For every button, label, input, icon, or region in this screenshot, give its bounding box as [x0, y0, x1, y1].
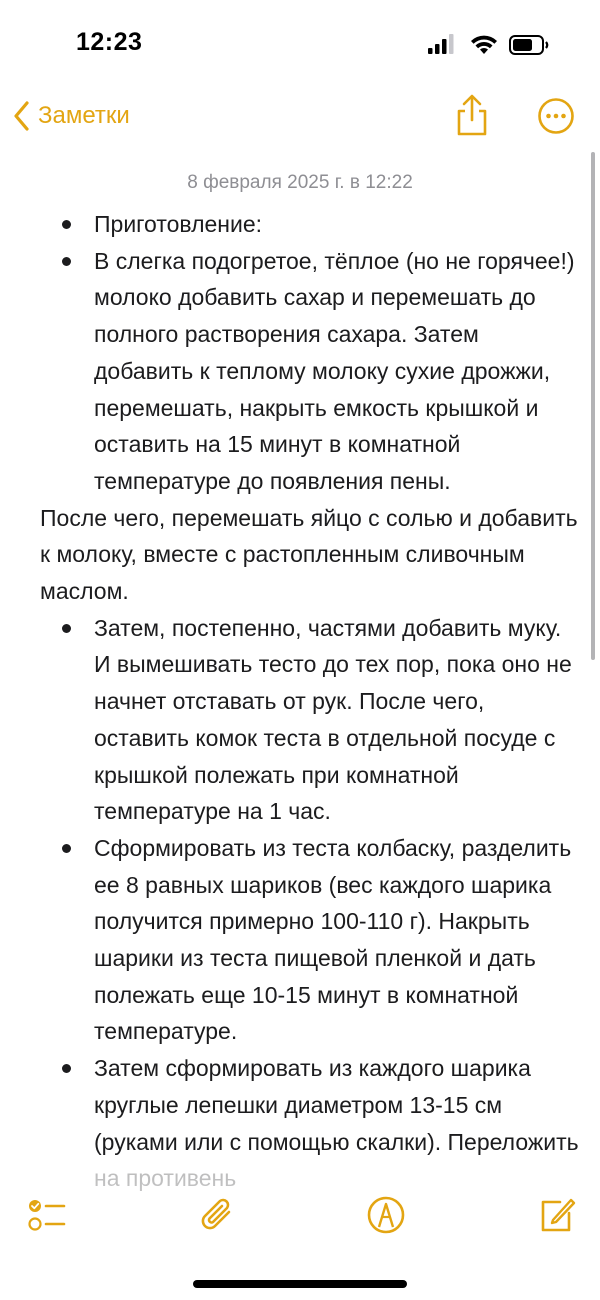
checklist-button[interactable]	[26, 1194, 68, 1236]
home-indicator[interactable]	[193, 1280, 407, 1288]
list-item: Приготовление:	[40, 206, 580, 243]
back-button[interactable]	[12, 98, 130, 134]
markup-icon	[365, 1194, 407, 1236]
share-button[interactable]	[452, 94, 492, 138]
navigation-bar	[0, 88, 600, 144]
compose-icon	[536, 1194, 578, 1236]
note-paragraph: После чего, перемешать яйцо с солью и добавить к молоку, вместе с растопленным сливочным маслом.	[40, 504, 578, 605]
status-time: 12:23	[76, 28, 143, 56]
list-item: Затем сформировать из каждого шарика круглые лепешки диаметром 13-15 см (руками или с помощью скалки). Переложить	[40, 1050, 580, 1197]
bottom-toolbar	[0, 1190, 600, 1240]
attachment-button[interactable]	[196, 1194, 238, 1236]
bullet-list	[40, 610, 580, 1197]
status-icons	[428, 32, 552, 60]
status-bar	[0, 0, 600, 80]
markup-button[interactable]	[365, 1194, 407, 1236]
chevron-left-icon	[12, 99, 32, 133]
battery-icon	[510, 36, 547, 54]
note-date: 8 февраля 2025 г. в 12:22	[187, 172, 413, 193]
wifi-icon	[471, 36, 497, 54]
list-item: Затем, постепенно, частями добавить муку. И вымешивать тесто до тех пор, пока оно не начнет отставать от рук. После чего, оставить комок теста в отдельной посуде с крышкой полежать при комнатной температуре на 1 час.	[40, 610, 580, 830]
cellular-signal-icon	[428, 34, 454, 54]
more-button[interactable]	[536, 96, 576, 136]
list-item: Сформировать из теста колбаску, разделить ее 8 равных шариков (вес каждого шарика получится примерно 100-110 г). Накрыть шарики из теста пищевой пленкой и дать полежать еще 10-15 минут в комнатной температуре.	[40, 830, 580, 1050]
bullet-list	[40, 206, 580, 500]
list-item: В слегка подогретое, тёплое (но не горячее!) молоко добавить сахар и перемешать до полного растворения сахара. Затем добавить к теплому молоку сухие дрожжи, перемешать, накрыть емкость крышкой и оставить на 15 минут в комнатной температуре до появления пены.	[40, 243, 580, 500]
more-icon	[536, 96, 576, 136]
compose-button[interactable]	[536, 1194, 578, 1236]
scroll-indicator[interactable]	[591, 152, 595, 660]
attachment-icon	[196, 1194, 238, 1236]
note-body[interactable]	[40, 206, 580, 1197]
share-icon	[452, 94, 492, 138]
checklist-icon	[26, 1194, 68, 1236]
back-button-label: Заметки	[38, 102, 130, 129]
